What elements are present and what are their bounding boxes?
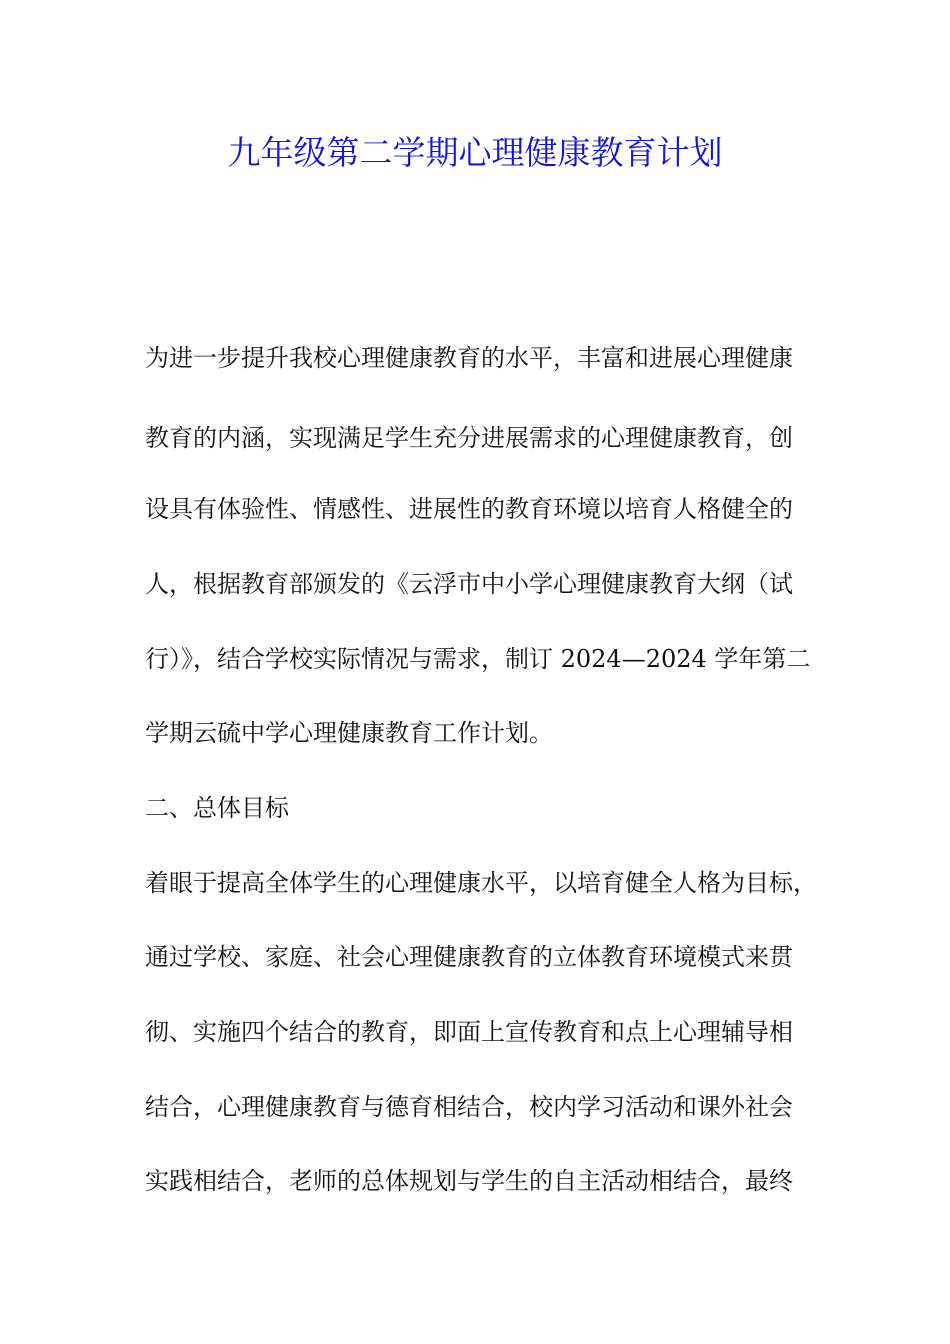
body-line: 着眼于提高全体学生的心理健康水平，以培育健全人格为目标， [145,869,817,897]
body-line: 通过学校、家庭、社会心理健康教育的立体教育环境模式来贯 [145,943,793,971]
body-line: 结合，心理健康教育与德育相结合，校内学习活动和课外社会 [145,1093,793,1121]
body-line: 设具有体验性、情感性、进展性的教育环境以培育人格健全的 [145,495,793,523]
body-line: 为进一步提升我校心理健康教育的水平，丰富和进展心理健康 [145,344,793,372]
body-line: 实践相结合，老师的总体规划与学生的自主活动相结合，最终 [145,1167,793,1195]
body-line: 行）》，结合学校实际情况与需求，制订 2024—2024 学年第二 [145,645,811,673]
body-line: 学期云硫中学心理健康教育工作计划。 [145,719,553,747]
body-line: 彻、实施四个结合的教育，即面上宣传教育和点上心理辅导相 [145,1018,793,1046]
body-line: 教育的内涵，实现满足学生充分进展需求的心理健康教育，创 [145,424,793,452]
document-title: 九年级第二学期心理健康教育计划 [227,133,723,172]
body-line: 人，根据教育部颁发的《云浮市中小学心理健康教育大纲（试 [145,570,793,598]
section-heading: 二、总体目标 [145,794,289,822]
